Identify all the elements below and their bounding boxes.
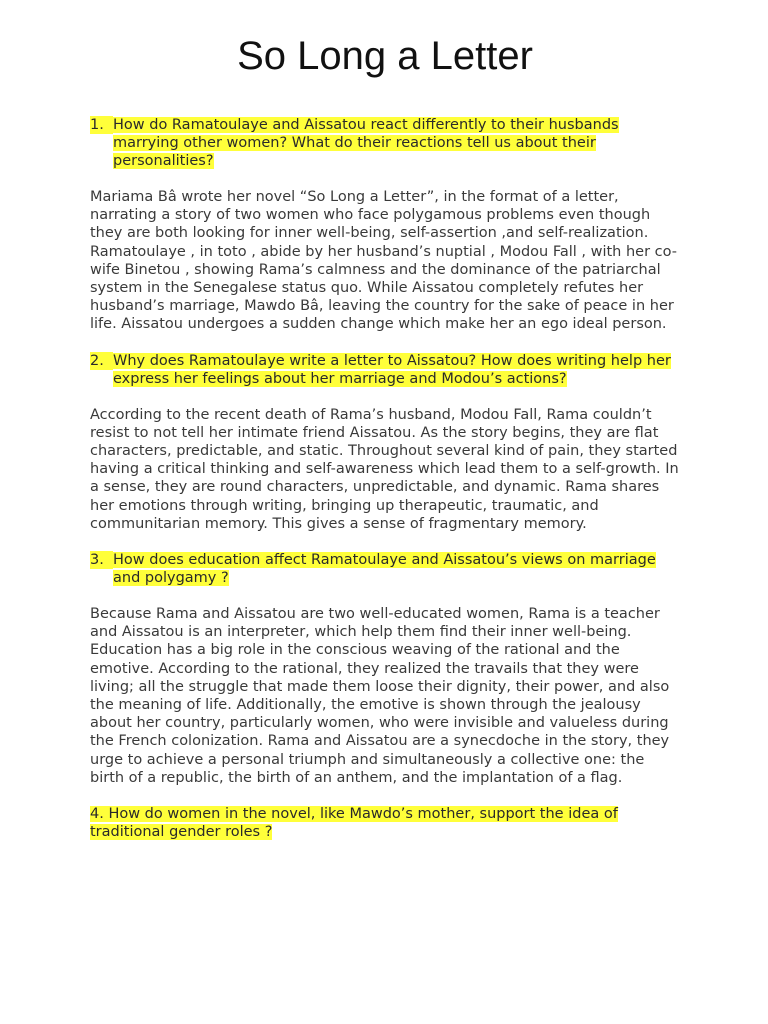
answer-3: Because Rama and Aissatou are two well-educated women, Rama is a teacher and Aissatou is an interpreter, which help them find their inner well-being. Education has a big role in the conscious weaving of the rational and the emotive. According to the rational, they realized the travails that they were living; all the struggle that made them loose their dignity, their power, and also the meaning of life. Additionally, the emotive is shown through the jealousy about her country, particularly women, who were invisible and valueless during the French colonization. Rama and Aissatou are a synecdoche in the story, they urge to achieve a personal triumph and simultaneously a collective one: the birth of a republic, the birth of an anthem, and the implantation of a flag. — [90, 606, 670, 786]
question-highlight: How does education affect Ramatoulaye and Aissatou’s views on marriage and polygamy ? — [113, 552, 656, 587]
question-text — [113, 352, 680, 388]
question-1 — [90, 116, 680, 170]
answer-2: According to the recent death of Rama’s husband, Modou Fall, Rama couldn’t resist to not tell her intimate friend Aissatou. As the story begins, they are flat characters, predictable, and static. Throughout several kind of pain, they started having a critical thinking and self-awareness which lead them to a self-growth. In a sense, they are round characters, unpredictable, and dynamic. Rama shares her emotions through writing, bringing up therapeutic, traumatic, and communitarian memory. This gives a sense of fragmentary memory. — [90, 406, 679, 532]
question-text — [113, 116, 680, 170]
document-title: So Long a Letter — [237, 34, 533, 78]
question-2 — [90, 352, 680, 388]
question-3 — [90, 551, 680, 587]
question-4 — [90, 805, 680, 841]
answer-1: Mariama Bâ wrote her novel “So Long a Letter”, in the format of a letter, narrating a story of two women who face polygamous problems even though they are both looking for inner well-being, self-assertion ,and self-realization. Ramatoulaye , in toto , abide by her husband’s nuptial , Modou Fall , with her co-wife Binetou , showing Rama’s calmness and the dominance of the patriarchal system in the Senegalese status quo. While Aissatou completely refutes her husband’s marriage, Mawdo Bâ, leaving the country for the sake of peace in her life. Aissatou undergoes a sudden change which make her an ego ideal person. — [90, 189, 678, 333]
question-number: 2. — [90, 352, 113, 370]
question-text — [113, 551, 680, 587]
question-number: 3. — [90, 551, 113, 569]
document-page — [90, 32, 680, 859]
question-highlight: Why does Ramatoulaye write a letter to Aissatou? How does writing help her express her feelings about her marriage and Modou’s actions? — [113, 352, 671, 387]
question-highlight: 4. How do women in the novel, like Mawdo’s mother, support the idea of traditional gender roles ? — [90, 806, 618, 841]
question-highlight: How do Ramatoulaye and Aissatou react differently to their husbands marrying other women? What do their reactions tell us about their personalities? — [113, 117, 619, 169]
question-text — [90, 805, 680, 841]
question-number: 1. — [90, 116, 113, 134]
